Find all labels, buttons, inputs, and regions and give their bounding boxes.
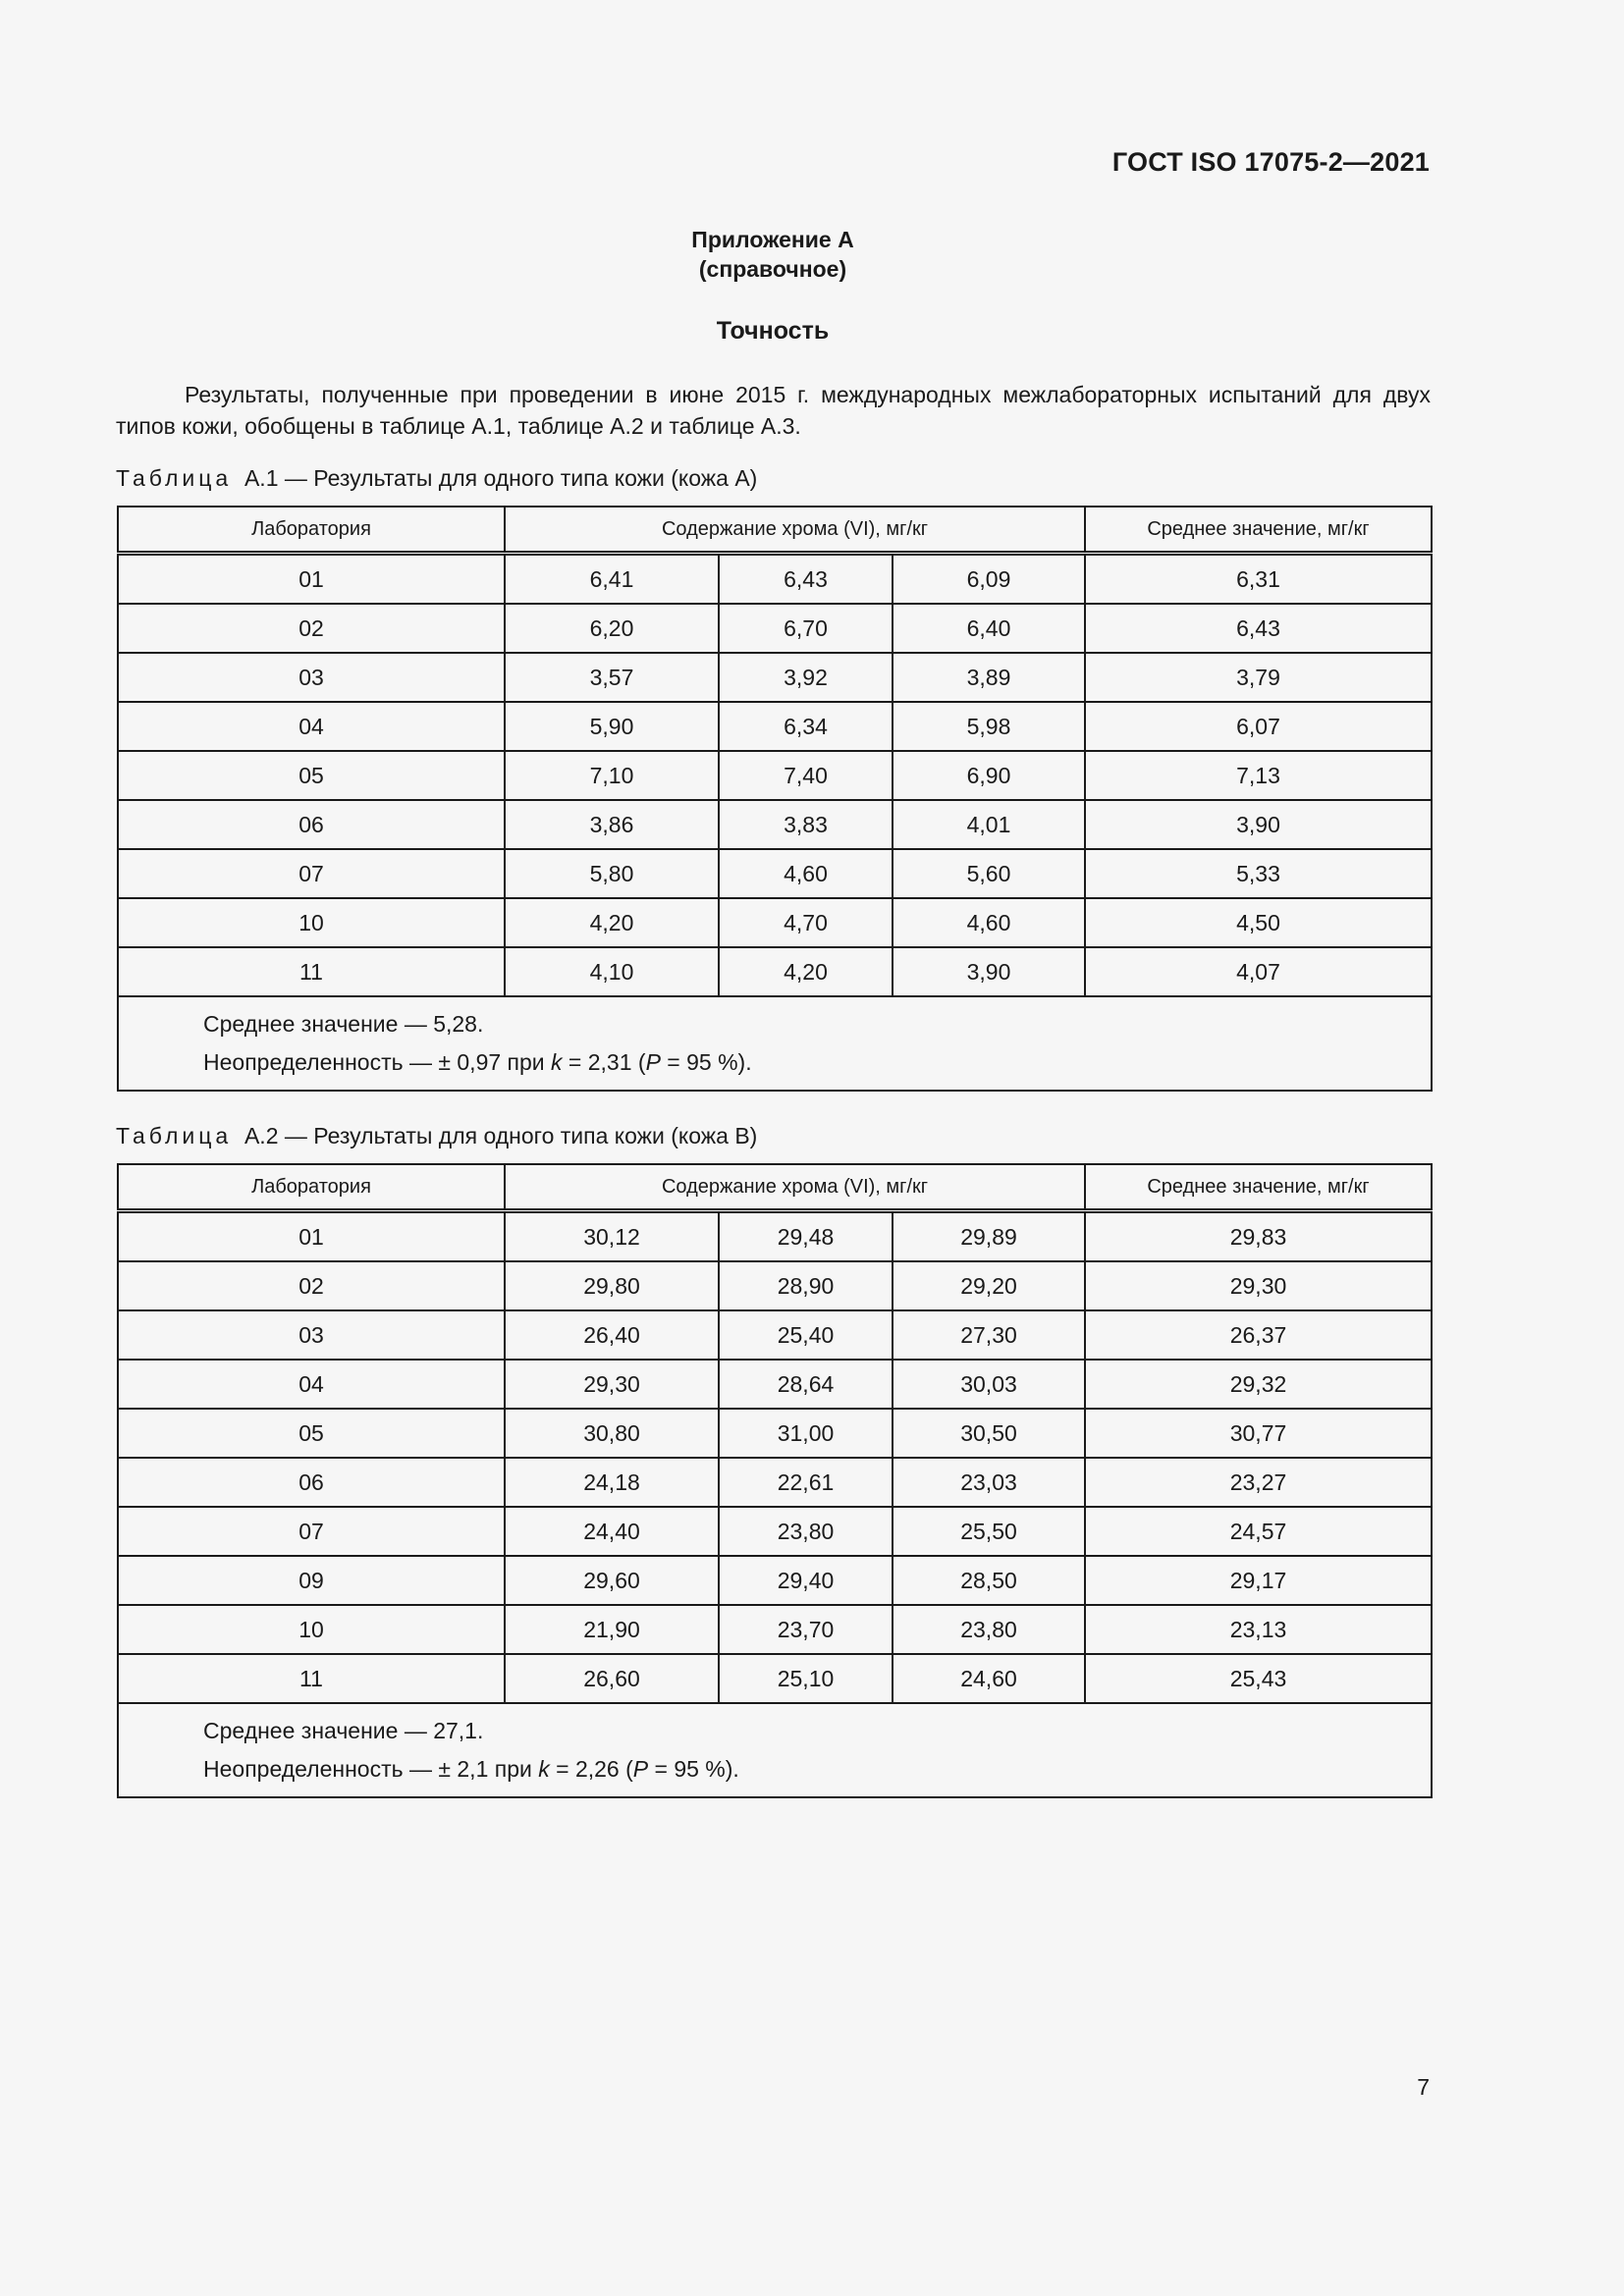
table-cell: 07 bbox=[118, 1507, 505, 1556]
header-laboratory: Лаборатория bbox=[118, 507, 505, 554]
table-cell: 23,03 bbox=[893, 1458, 1085, 1507]
table-cell: 5,80 bbox=[505, 849, 719, 898]
table-cell: 4,07 bbox=[1085, 947, 1432, 996]
annex-title: Приложение А bbox=[691, 227, 854, 252]
table-cell: 7,10 bbox=[505, 751, 719, 800]
probability-symbol: P bbox=[632, 1756, 649, 1782]
table-cell: 24,57 bbox=[1085, 1507, 1432, 1556]
table-cell: 3,90 bbox=[893, 947, 1085, 996]
table-cell: 6,34 bbox=[719, 702, 893, 751]
table-cell: 6,31 bbox=[1085, 554, 1432, 605]
table-row bbox=[118, 604, 1432, 653]
uncertainty-text: = 2,26 ( bbox=[549, 1756, 633, 1782]
table-cell: 30,50 bbox=[893, 1409, 1085, 1458]
uncertainty-text: = 95 %). bbox=[648, 1756, 739, 1782]
table-caption bbox=[116, 465, 757, 492]
table-cell: 31,00 bbox=[719, 1409, 893, 1458]
table-cell: 29,83 bbox=[1085, 1211, 1432, 1262]
table-cell: 02 bbox=[118, 604, 505, 653]
table-cell: 5,98 bbox=[893, 702, 1085, 751]
table-cell: 23,27 bbox=[1085, 1458, 1432, 1507]
table-row bbox=[118, 1310, 1432, 1360]
table-cell: 3,83 bbox=[719, 800, 893, 849]
table-summary-row bbox=[118, 1703, 1432, 1797]
table-row bbox=[118, 1507, 1432, 1556]
table-cell: 23,13 bbox=[1085, 1605, 1432, 1654]
table-row bbox=[118, 849, 1432, 898]
table-cell: 01 bbox=[118, 554, 505, 605]
table-cell: 4,01 bbox=[893, 800, 1085, 849]
table-cell: 22,61 bbox=[719, 1458, 893, 1507]
table-cell: 29,48 bbox=[719, 1211, 893, 1262]
table-cell: 3,92 bbox=[719, 653, 893, 702]
table-cell: 7,13 bbox=[1085, 751, 1432, 800]
table-row bbox=[118, 1654, 1432, 1703]
table-row bbox=[118, 1261, 1432, 1310]
table-cell: 11 bbox=[118, 1654, 505, 1703]
uncertainty-text: = 95 %). bbox=[660, 1049, 752, 1075]
table-caption-word: Таблица bbox=[116, 1123, 233, 1148]
table-cell: 03 bbox=[118, 653, 505, 702]
table-row bbox=[118, 751, 1432, 800]
summary-uncertainty bbox=[203, 1043, 1431, 1082]
table-cell: 6,40 bbox=[893, 604, 1085, 653]
table-cell: 4,50 bbox=[1085, 898, 1432, 947]
table-cell: 11 bbox=[118, 947, 505, 996]
table-cell: 05 bbox=[118, 751, 505, 800]
table-cell: 3,79 bbox=[1085, 653, 1432, 702]
table-cell: 25,43 bbox=[1085, 1654, 1432, 1703]
table-row bbox=[118, 898, 1432, 947]
table-cell: 26,60 bbox=[505, 1654, 719, 1703]
table-cell: 4,10 bbox=[505, 947, 719, 996]
table-row bbox=[118, 554, 1432, 605]
table-cell: 29,89 bbox=[893, 1211, 1085, 1262]
coverage-factor-symbol: k bbox=[538, 1756, 550, 1782]
table-cell: 25,50 bbox=[893, 1507, 1085, 1556]
table-cell: 5,33 bbox=[1085, 849, 1432, 898]
table-cell: 10 bbox=[118, 1605, 505, 1654]
table-caption-word: Таблица bbox=[116, 465, 233, 491]
table-cell: 24,18 bbox=[505, 1458, 719, 1507]
table-cell: 4,20 bbox=[505, 898, 719, 947]
header-mean-value: Среднее значение, мг/кг bbox=[1085, 507, 1432, 554]
table-cell: 6,07 bbox=[1085, 702, 1432, 751]
table-row bbox=[118, 1409, 1432, 1458]
table-cell: 27,30 bbox=[893, 1310, 1085, 1360]
section-title: Точность bbox=[716, 317, 830, 345]
table-cell: 29,17 bbox=[1085, 1556, 1432, 1605]
table-row bbox=[118, 1211, 1432, 1262]
table-cell: 07 bbox=[118, 849, 505, 898]
table-cell: 03 bbox=[118, 1310, 505, 1360]
table-cell: 29,60 bbox=[505, 1556, 719, 1605]
table-summary bbox=[118, 1703, 1432, 1797]
uncertainty-text: = 2,31 ( bbox=[562, 1049, 646, 1075]
table-cell: 21,90 bbox=[505, 1605, 719, 1654]
table-cell: 28,90 bbox=[719, 1261, 893, 1310]
table-cell: 04 bbox=[118, 1360, 505, 1409]
header-chromium-content: Содержание хрома (VI), мг/кг bbox=[505, 507, 1085, 554]
table-cell: 6,41 bbox=[505, 554, 719, 605]
table-cell: 4,20 bbox=[719, 947, 893, 996]
intro-paragraph: Результаты, полученные при проведении в июне 2015 г. международных межлабораторных испытаний для двух типов кожи, обобщены в таблице А.1, таблице А.2 и таблице А.3. bbox=[116, 382, 1431, 439]
header-chromium-content: Содержание хрома (VI), мг/кг bbox=[505, 1164, 1085, 1211]
table-cell: 23,80 bbox=[893, 1605, 1085, 1654]
document-code: ГОСТ ISO 17075-2—2021 bbox=[1111, 147, 1430, 177]
table-cell: 24,40 bbox=[505, 1507, 719, 1556]
table-cell: 6,90 bbox=[893, 751, 1085, 800]
table-row bbox=[118, 653, 1432, 702]
table-cell: 29,80 bbox=[505, 1261, 719, 1310]
table-cell: 6,20 bbox=[505, 604, 719, 653]
table-cell: 30,03 bbox=[893, 1360, 1085, 1409]
table-cell: 29,40 bbox=[719, 1556, 893, 1605]
table-row bbox=[118, 702, 1432, 751]
uncertainty-text: Неопределенность — ± 2,1 при bbox=[203, 1756, 539, 1782]
table-cell: 28,64 bbox=[719, 1360, 893, 1409]
table-cell: 6,43 bbox=[719, 554, 893, 605]
table-row bbox=[118, 1556, 1432, 1605]
table-cell: 25,10 bbox=[719, 1654, 893, 1703]
table-cell: 30,12 bbox=[505, 1211, 719, 1262]
table-cell: 06 bbox=[118, 800, 505, 849]
header-mean-value: Среднее значение, мг/кг bbox=[1085, 1164, 1432, 1211]
uncertainty-text: Неопределенность — ± 0,97 при bbox=[203, 1049, 552, 1075]
table-cell: 25,40 bbox=[719, 1310, 893, 1360]
table-cell: 6,43 bbox=[1085, 604, 1432, 653]
table-cell: 29,32 bbox=[1085, 1360, 1432, 1409]
table-cell: 09 bbox=[118, 1556, 505, 1605]
table-cell: 4,70 bbox=[719, 898, 893, 947]
table-caption-text: А.1 — Результаты для одного типа кожи (кожа А) bbox=[244, 465, 758, 491]
table-cell: 04 bbox=[118, 702, 505, 751]
probability-symbol: P bbox=[645, 1049, 661, 1075]
table-header-row bbox=[118, 1164, 1432, 1211]
table-cell: 05 bbox=[118, 1409, 505, 1458]
results-table-a1 bbox=[117, 506, 1433, 1092]
table-cell: 3,86 bbox=[505, 800, 719, 849]
table-cell: 5,90 bbox=[505, 702, 719, 751]
table-row bbox=[118, 947, 1432, 996]
table-cell: 30,77 bbox=[1085, 1409, 1432, 1458]
table-cell: 30,80 bbox=[505, 1409, 719, 1458]
table-cell: 7,40 bbox=[719, 751, 893, 800]
header-laboratory: Лаборатория bbox=[118, 1164, 505, 1211]
table-summary bbox=[118, 996, 1432, 1091]
table-cell: 4,60 bbox=[893, 898, 1085, 947]
table-cell: 6,09 bbox=[893, 554, 1085, 605]
table-cell: 3,90 bbox=[1085, 800, 1432, 849]
table-cell: 23,70 bbox=[719, 1605, 893, 1654]
summary-mean: Среднее значение — 5,28. bbox=[203, 1011, 484, 1037]
table-cell: 29,30 bbox=[1085, 1261, 1432, 1310]
table-cell: 29,20 bbox=[893, 1261, 1085, 1310]
table-caption bbox=[116, 1123, 757, 1149]
table-cell: 06 bbox=[118, 1458, 505, 1507]
summary-mean: Среднее значение — 27,1. bbox=[203, 1718, 484, 1743]
table-cell: 4,60 bbox=[719, 849, 893, 898]
table-cell: 23,80 bbox=[719, 1507, 893, 1556]
results-table-a2 bbox=[117, 1163, 1433, 1798]
table-row bbox=[118, 1605, 1432, 1654]
table-cell: 01 bbox=[118, 1211, 505, 1262]
table-row bbox=[118, 1360, 1432, 1409]
table-cell: 26,37 bbox=[1085, 1310, 1432, 1360]
summary-uncertainty bbox=[203, 1750, 1431, 1789]
table-summary-row bbox=[118, 996, 1432, 1091]
table-cell: 26,40 bbox=[505, 1310, 719, 1360]
table-cell: 3,89 bbox=[893, 653, 1085, 702]
annex-heading bbox=[0, 225, 1545, 284]
table-row bbox=[118, 1458, 1432, 1507]
table-cell: 28,50 bbox=[893, 1556, 1085, 1605]
table-header-row bbox=[118, 507, 1432, 554]
table-cell: 5,60 bbox=[893, 849, 1085, 898]
table-cell: 6,70 bbox=[719, 604, 893, 653]
table-row bbox=[118, 800, 1432, 849]
table-cell: 3,57 bbox=[505, 653, 719, 702]
annex-subtitle: (справочное) bbox=[698, 256, 847, 282]
table-caption-text: А.2 — Результаты для одного типа кожи (кожа В) bbox=[244, 1123, 758, 1148]
table-cell: 24,60 bbox=[893, 1654, 1085, 1703]
table-cell: 10 bbox=[118, 898, 505, 947]
coverage-factor-symbol: k bbox=[551, 1049, 563, 1075]
table-cell: 02 bbox=[118, 1261, 505, 1310]
table-cell: 29,30 bbox=[505, 1360, 719, 1409]
page-number: 7 bbox=[1417, 2074, 1430, 2100]
